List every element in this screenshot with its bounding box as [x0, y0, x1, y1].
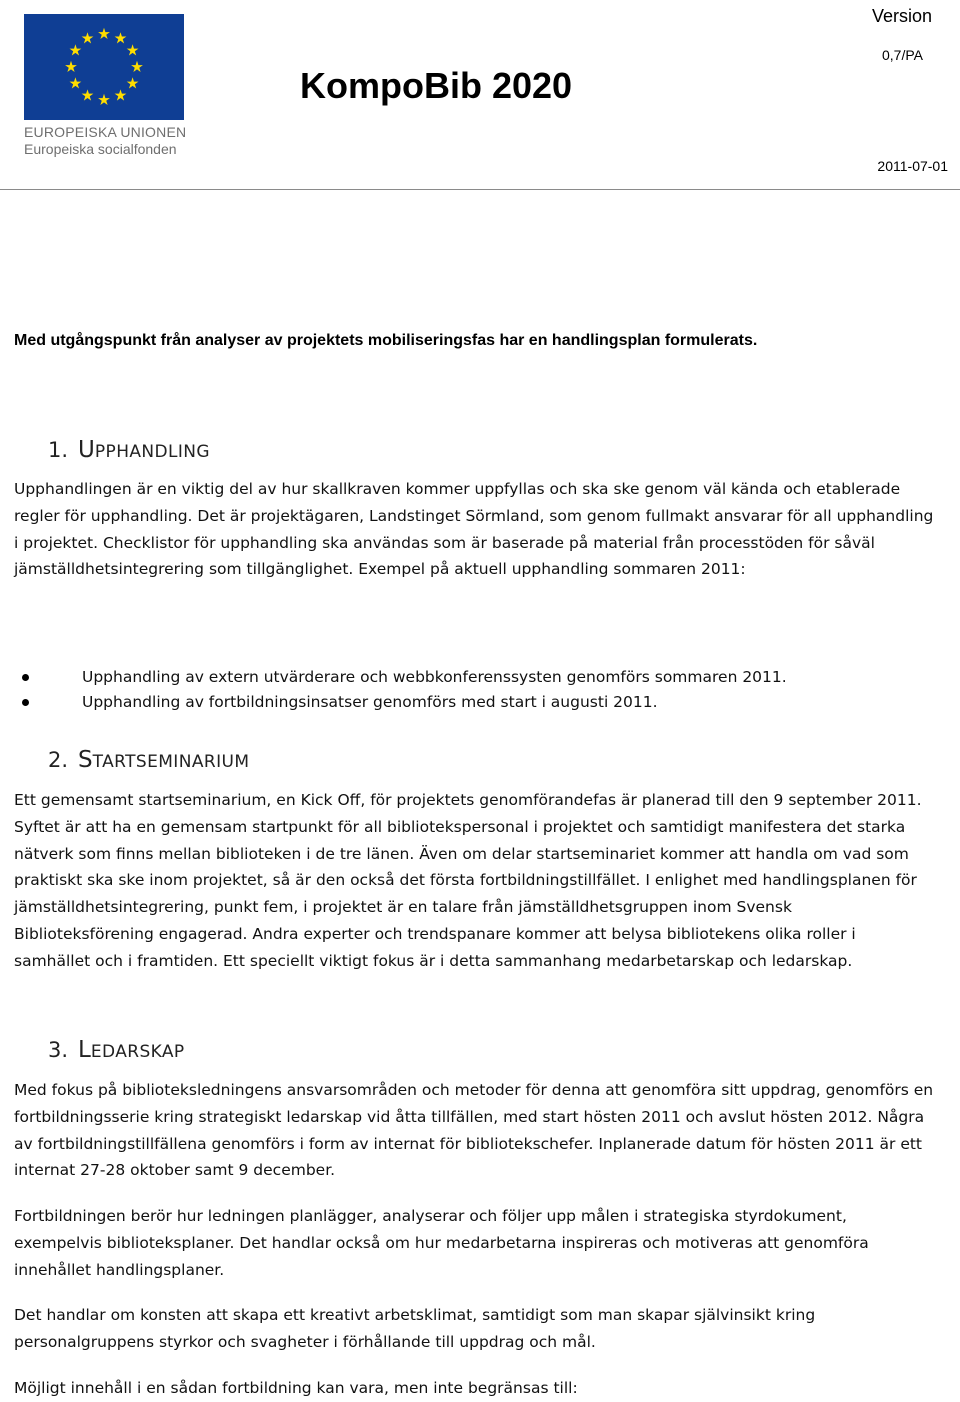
document-date: 2011-07-01 [877, 158, 948, 174]
section-number: 3. [48, 1038, 69, 1062]
eu-logo [24, 14, 186, 158]
section-title-rest: PPHANDLING [94, 442, 210, 462]
section-3-paragraph-3: Det handlar om konsten att skapa ett kreativt arbetsklimat, samtidigt som man skapar självinsikt kring personalgruppens styrkor och svagheter i förhållande till uppdrag och mål. [14, 1306, 816, 1351]
eu-flag-icon [24, 14, 184, 120]
section-3-heading [48, 1036, 185, 1066]
list-item [14, 690, 934, 715]
bullet-icon [22, 699, 29, 706]
list-item-text: Upphandling av fortbildningsinsatser genomförs med start i augusti 2011. [82, 693, 658, 711]
section-title-initial: L [78, 1037, 91, 1063]
section-title-rest: EDARSKAP [90, 1042, 185, 1062]
section-1-bullet-list [14, 665, 934, 715]
list-item-text: Upphandling av extern utvärderare och webbkonferenssysten genomförs sommaren 2011. [82, 668, 787, 686]
section-1-paragraph: Upphandlingen är en viktig del av hur skallkraven kommer uppfyllas och ska ske genom väl kända och etablerade regler för upphandling. Det är projektägaren, Landstinget Sörmland, som genom fullmakt ansvarar för all upphandling i projektet. Checklistor för upphandling ska användas som är baserade på material från processtöden för såväl jämställdhetsintegrering som tillgänglighet. Exempel på aktuell upphandling sommaren 2011: [14, 480, 934, 579]
section-number: 1. [48, 438, 69, 462]
logo-text-eu: EUROPEISKA UNIONEN [24, 124, 187, 140]
list-item [14, 665, 934, 690]
section-2-heading [48, 746, 249, 776]
version-value: 0,7/PA [882, 47, 923, 63]
section-1-heading [48, 436, 210, 466]
section-3-paragraph-1: Med fokus på biblioteksledningens ansvarsområden och metoder för denna att genomföra sitt uppdrag, genomförs en fortbildningsserie kring strategiskt ledarskap vid åtta tillfällen, med start hösten 2011 och avslut hösten 2012. Några av fortbildningstillfällena genomförs i form av internat för bibliotekschefer. Inplanerade datum för hösten 2011 är ett internat 27-28 oktober samt 9 december. [14, 1081, 934, 1180]
version-label: Version [871, 6, 932, 26]
section-number: 2. [48, 748, 69, 772]
eu-stars-icon [24, 14, 184, 120]
section-3-paragraph-4: Möjligt innehåll i en sådan fortbildning kan vara, men inte begränsas till: [14, 1379, 578, 1397]
header-divider [0, 189, 960, 190]
section-title-initial: S [78, 747, 93, 773]
section-3-paragraph-2: Fortbildningen berör hur ledningen planlägger, analyserar och följer upp målen i strategiska styrdokument, exempelvis biblioteksplaner. Det handlar också om hur medarbetarna inspireras och motiveras att genomföra innehållet handlingsplaner. [14, 1207, 869, 1279]
section-title-initial: U [78, 437, 95, 463]
logo-text-esf: Europeiska socialfonden [24, 141, 177, 157]
intro-text: Med utgångspunkt från analyser av projektets mobiliseringsfas har en handlingsplan formulerats. [14, 332, 758, 349]
bullet-icon [22, 674, 29, 681]
section-title-rest: TARTSEMINARIUM [92, 752, 250, 772]
section-2-paragraph: Ett gemensamt startseminarium, en Kick Off, för projektets genomförandefas är planerad till den 9 september 2011. Syftet är att ha en gemensam startpunkt för all bibliotekspersonal i projektet och samtidigt manifestera det starka nätverk som finns mellan biblioteken i de tre länen. Även om delar startseminariet kommer att handla om vad som praktiskt ska ske inom projektet, så är den också det första fortbildningstillfället. I enlighet med handlingsplanen för jämställdhetsintegrering, punkt fem, i projektet är en talare från jämställdhetsgruppen inom Svensk Biblioteksförening engagerad. Andra experter och trendspanare kommer att belysa bibliotekens olika roller i samhället och i framtiden. Ett speciellt viktigt fokus är i detta sammanhang medarbetarskap och ledarskap. [14, 791, 922, 970]
document-title: KompoBib 2020 [300, 65, 573, 106]
